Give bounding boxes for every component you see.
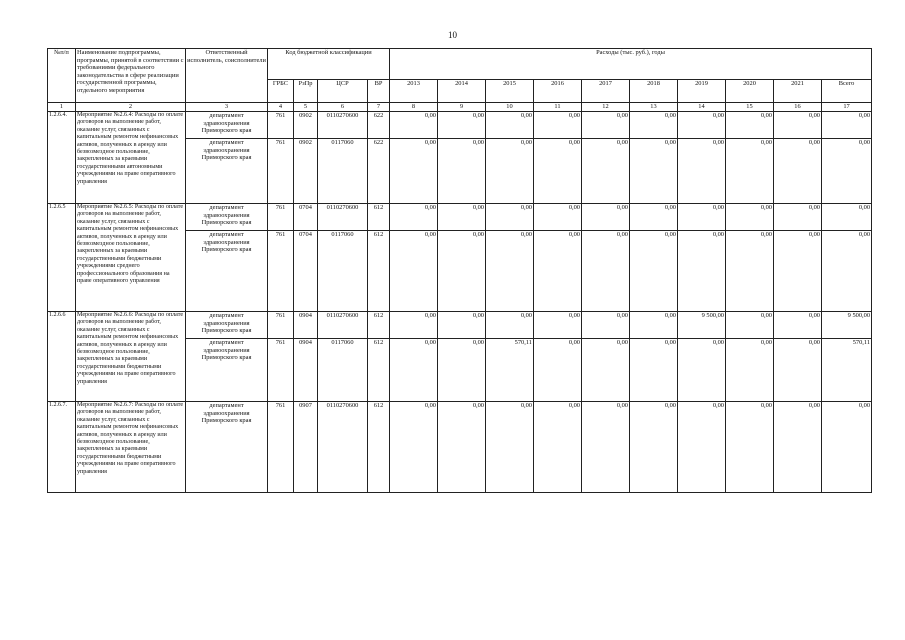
expense-value: 0,00 <box>534 402 582 493</box>
rzpr-code: 0704 <box>294 204 318 231</box>
rzpr-code: 0902 <box>294 112 318 139</box>
expense-value: 0,00 <box>630 231 678 312</box>
expense-value: 0,00 <box>582 112 630 139</box>
expense-value: 0,00 <box>390 339 438 402</box>
row-number: 1.2.6.5 <box>48 204 76 312</box>
expense-value: 0,00 <box>582 204 630 231</box>
column-number: 11 <box>534 103 582 112</box>
row-number: 1.2.6.4. <box>48 112 76 204</box>
expense-value: 0,00 <box>822 402 872 493</box>
page-number: 10 <box>448 30 457 40</box>
responsible-dept: департамент здравоохранения Приморского края <box>186 112 268 139</box>
expense-value: 0,00 <box>438 312 486 339</box>
expense-value: 9 500,00 <box>822 312 872 339</box>
expense-value: 0,00 <box>534 204 582 231</box>
expense-value: 0,00 <box>822 139 872 204</box>
row-name: Мероприятие №2.6.6: Расходы по оплате договоров на выполнение работ, оказание услуг, связанных с капитальным ремонтом нефинансовых активов, полученных в аренду или безвозмездное пользование, закрепленных за краевыми государственными бюджетными учреждениями на праве оперативного управления <box>76 312 186 402</box>
header-year-0: 2013 <box>390 80 438 103</box>
expense-value: 570,11 <box>486 339 534 402</box>
expense-value: 0,00 <box>774 339 822 402</box>
expense-value: 0,00 <box>630 312 678 339</box>
expense-value: 0,00 <box>678 231 726 312</box>
expense-value: 0,00 <box>678 139 726 204</box>
column-number: 5 <box>294 103 318 112</box>
expense-value: 0,00 <box>726 112 774 139</box>
vr-code: 612 <box>368 204 390 231</box>
row-name: Мероприятие №2.6.5: Расходы по оплате договоров на выполнение работ, оказание услуг, связанных с капитальным ремонтом нефинансовых активов, полученных в аренду или безвозмездное пользование, закрепленных за краевыми государственными бюджетными учреждениями среднего профессионального образования на праве оперативного управления <box>76 204 186 312</box>
column-number: 14 <box>678 103 726 112</box>
responsible-dept: департамент здравоохранения Приморского края <box>186 204 268 231</box>
expense-value: 0,00 <box>438 231 486 312</box>
expense-value: 0,00 <box>726 231 774 312</box>
expense-value: 0,00 <box>438 112 486 139</box>
vr-code: 612 <box>368 312 390 339</box>
expense-value: 0,00 <box>438 139 486 204</box>
row-number: 1.2.6.7. <box>48 402 76 493</box>
rzpr-code: 0907 <box>294 402 318 493</box>
header-year-8: 2021 <box>774 80 822 103</box>
expense-value: 0,00 <box>534 339 582 402</box>
expense-value: 0,00 <box>678 339 726 402</box>
expense-value: 0,00 <box>774 402 822 493</box>
header-year-6: 2019 <box>678 80 726 103</box>
table-row <box>48 312 872 339</box>
expense-value: 0,00 <box>534 312 582 339</box>
csr-code: 0110270600 <box>318 312 368 339</box>
expense-value: 0,00 <box>486 231 534 312</box>
rzpr-code: 0904 <box>294 312 318 339</box>
header-year-7: 2020 <box>726 80 774 103</box>
expense-value: 0,00 <box>534 112 582 139</box>
table-row <box>48 112 872 139</box>
expense-value: 0,00 <box>822 231 872 312</box>
column-number: 6 <box>318 103 368 112</box>
grbs-code: 761 <box>268 339 294 402</box>
expense-value: 9 500,00 <box>678 312 726 339</box>
header-year-9: Всего <box>822 80 872 103</box>
expense-value: 0,00 <box>582 231 630 312</box>
vr-code: 612 <box>368 402 390 493</box>
expense-value: 0,00 <box>822 204 872 231</box>
header-col-name: Наименование подпрограммы, программы, принятой в соответствии с требованиями федерального законодательства в сфере реализации государственной программы, отдельного мероприятия <box>76 49 186 103</box>
expense-value: 0,00 <box>534 231 582 312</box>
expense-value: 0,00 <box>438 339 486 402</box>
expense-value: 0,00 <box>678 402 726 493</box>
column-number: 9 <box>438 103 486 112</box>
grbs-code: 761 <box>268 231 294 312</box>
expense-value: 0,00 <box>774 204 822 231</box>
csr-code: 0110270600 <box>318 112 368 139</box>
grbs-code: 761 <box>268 112 294 139</box>
responsible-dept: департамент здравоохранения Приморского края <box>186 139 268 204</box>
rzpr-code: 0904 <box>294 339 318 402</box>
expense-value: 0,00 <box>534 139 582 204</box>
column-number: 16 <box>774 103 822 112</box>
expense-value: 0,00 <box>390 402 438 493</box>
grbs-code: 761 <box>268 312 294 339</box>
expense-value: 0,00 <box>486 139 534 204</box>
table-body <box>48 103 872 493</box>
expense-value: 0,00 <box>630 204 678 231</box>
expense-value: 0,00 <box>390 231 438 312</box>
csr-code: 0117060 <box>318 139 368 204</box>
expense-value: 0,00 <box>630 139 678 204</box>
column-number: 12 <box>582 103 630 112</box>
expense-value: 0,00 <box>726 204 774 231</box>
expense-value: 0,00 <box>726 139 774 204</box>
expense-value: 0,00 <box>774 112 822 139</box>
grbs-code: 761 <box>268 204 294 231</box>
expense-value: 0,00 <box>390 204 438 231</box>
expense-value: 0,00 <box>486 204 534 231</box>
column-number-row <box>48 103 872 112</box>
row-name: Мероприятие №2.6.4: Расходы по оплате договоров на выполнение работ, оказание услуг, связанных с капитальным ремонтом нефинансовых активов, полученных в аренду или безвозмездное пользование, закрепленных за краевыми государственными автономными учреждениями на праве оперативного управления <box>76 112 186 204</box>
row-name: Мероприятие №2.6.7: Расходы по оплате договоров на выполнение работ, оказание услуг, связанных с капитальным ремонтом нефинансовых активов, полученных в аренду или безвозмездное пользование, закрепленных за краевыми государственными бюджетными учреждениями на праве оперативного управления <box>76 402 186 493</box>
table-row <box>48 402 872 493</box>
column-number: 4 <box>268 103 294 112</box>
column-number: 1 <box>48 103 76 112</box>
header-year-5: 2018 <box>630 80 678 103</box>
expense-value: 570,11 <box>822 339 872 402</box>
expense-value: 0,00 <box>630 112 678 139</box>
csr-code: 0110270600 <box>318 204 368 231</box>
expense-value: 0,00 <box>774 139 822 204</box>
column-number: 17 <box>822 103 872 112</box>
expense-value: 0,00 <box>582 139 630 204</box>
column-number: 10 <box>486 103 534 112</box>
header-year-4: 2017 <box>582 80 630 103</box>
vr-code: 612 <box>368 231 390 312</box>
expense-value: 0,00 <box>486 112 534 139</box>
grbs-code: 761 <box>268 139 294 204</box>
expense-value: 0,00 <box>726 339 774 402</box>
responsible-dept: департамент здравоохранения Приморского края <box>186 339 268 402</box>
expense-value: 0,00 <box>582 312 630 339</box>
column-number: 3 <box>186 103 268 112</box>
expense-value: 0,00 <box>774 231 822 312</box>
responsible-dept: департамент здравоохранения Приморского края <box>186 312 268 339</box>
responsible-dept: департамент здравоохранения Приморского края <box>186 231 268 312</box>
header-code-0: ГРБС <box>268 80 294 103</box>
expense-value: 0,00 <box>486 402 534 493</box>
header-year-3: 2016 <box>534 80 582 103</box>
expense-value: 0,00 <box>726 402 774 493</box>
header-code-group: Код бюджетной классификации <box>268 49 390 80</box>
header-year-2: 2015 <box>486 80 534 103</box>
header-col-responsible: Ответственный исполнитель, соисполнители <box>186 49 268 103</box>
vr-code: 612 <box>368 339 390 402</box>
responsible-dept: департамент здравоохранения Приморского края <box>186 402 268 493</box>
expense-value: 0,00 <box>390 112 438 139</box>
column-number: 8 <box>390 103 438 112</box>
column-number: 15 <box>726 103 774 112</box>
expense-value: 0,00 <box>438 204 486 231</box>
header-col-num: №п/п <box>48 49 76 103</box>
row-number: 1.2.6.6 <box>48 312 76 402</box>
column-number: 2 <box>76 103 186 112</box>
expense-value: 0,00 <box>726 312 774 339</box>
expense-value: 0,00 <box>582 402 630 493</box>
expense-value: 0,00 <box>438 402 486 493</box>
expense-value: 0,00 <box>582 339 630 402</box>
rzpr-code: 0902 <box>294 139 318 204</box>
vr-code: 622 <box>368 112 390 139</box>
expense-value: 0,00 <box>678 112 726 139</box>
header-code-1: РзПр <box>294 80 318 103</box>
expense-value: 0,00 <box>390 312 438 339</box>
csr-code: 0117060 <box>318 231 368 312</box>
expense-value: 0,00 <box>678 204 726 231</box>
expense-value: 0,00 <box>486 312 534 339</box>
grbs-code: 761 <box>268 402 294 493</box>
csr-code: 0117060 <box>318 339 368 402</box>
rzpr-code: 0704 <box>294 231 318 312</box>
header-code-2: ЦСР <box>318 80 368 103</box>
expense-value: 0,00 <box>630 402 678 493</box>
header-year-1: 2014 <box>438 80 486 103</box>
header-expenses-group: Расходы (тыс. руб.), годы <box>390 49 872 80</box>
column-number: 13 <box>630 103 678 112</box>
header-code-3: ВР <box>368 80 390 103</box>
expense-value: 0,00 <box>630 339 678 402</box>
table-row <box>48 204 872 231</box>
vr-code: 622 <box>368 139 390 204</box>
expense-value: 0,00 <box>774 312 822 339</box>
expense-value: 0,00 <box>822 112 872 139</box>
column-number: 7 <box>368 103 390 112</box>
budget-table <box>47 48 872 493</box>
expense-value: 0,00 <box>390 139 438 204</box>
csr-code: 0110270600 <box>318 402 368 493</box>
